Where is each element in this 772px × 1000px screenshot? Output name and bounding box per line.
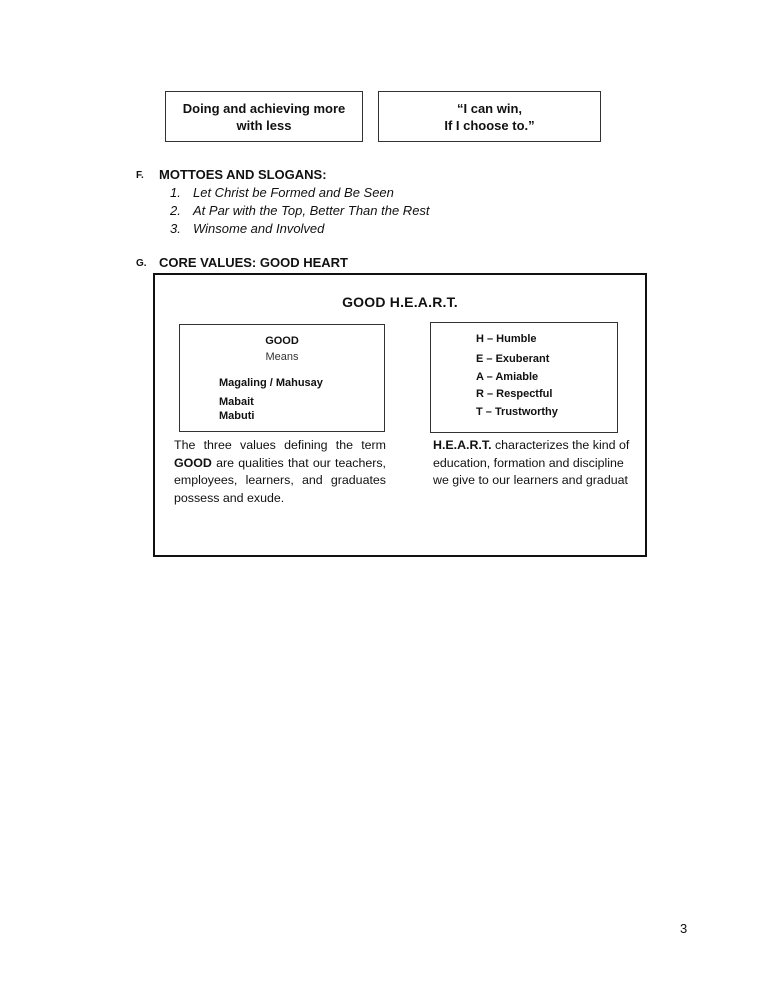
- motto-text: At Par with the Top, Better Than the Rest: [193, 203, 430, 218]
- slogan-line: If I choose to.”: [444, 117, 535, 133]
- motto-text: Let Christ be Formed and Be Seen: [193, 185, 394, 200]
- heart-item: A – Amiable: [476, 371, 539, 383]
- motto-item: [170, 220, 430, 238]
- good-description: [174, 437, 386, 508]
- good-description-bold: GOOD: [174, 455, 212, 470]
- slogan-line: with less: [236, 117, 292, 133]
- page-number: 3: [680, 921, 688, 936]
- slogan-line: “I can win,: [456, 100, 522, 116]
- section-g-letter: G.: [136, 258, 147, 269]
- motto-number: 2.: [170, 203, 181, 218]
- good-description-rest: are qualities that our teachers, employees, learners, and graduates possess and exude.: [174, 455, 386, 506]
- heart-item: E – Exuberant: [476, 353, 550, 365]
- motto-item: [170, 202, 430, 220]
- section-f-letter: F.: [136, 170, 144, 181]
- slogan-line: Doing and achieving more: [182, 100, 346, 116]
- good-value: Mabait: [219, 396, 254, 408]
- good-description-line1: The three values defining the term: [174, 438, 386, 452]
- section-f-heading: MOTTOES AND SLOGANS:: [159, 167, 327, 182]
- heart-description-line2: education, formation and discipline: [433, 455, 624, 470]
- section-g-heading: CORE VALUES: GOOD HEART: [159, 255, 348, 270]
- diagram-title: GOOD H.E.A.R.T.: [342, 294, 458, 310]
- good-value: Magaling / Mahusay: [219, 377, 323, 389]
- slogan-box-i-can-win: [378, 91, 601, 142]
- motto-text: Winsome and Involved: [193, 221, 325, 236]
- heart-item: H – Humble: [476, 333, 537, 345]
- motto-number: 1.: [170, 185, 181, 200]
- good-subheading: Means: [265, 351, 299, 363]
- heart-item: T – Trustworthy: [476, 406, 558, 418]
- motto-item: [170, 184, 430, 202]
- good-heading: GOOD: [265, 335, 299, 347]
- heart-description-bold: H.E.A.R.T.: [433, 438, 492, 452]
- slogan-box-doing-more: [165, 91, 363, 142]
- heart-item: R – Respectful: [476, 388, 553, 400]
- heart-description-line1: characterizes the kind of: [491, 438, 630, 452]
- motto-number: 3.: [170, 221, 181, 236]
- motto-list: [170, 184, 430, 238]
- heart-description-line3: we give to our learners and graduat: [433, 473, 628, 488]
- good-value: Mabuti: [219, 410, 255, 422]
- heart-description: [433, 437, 638, 490]
